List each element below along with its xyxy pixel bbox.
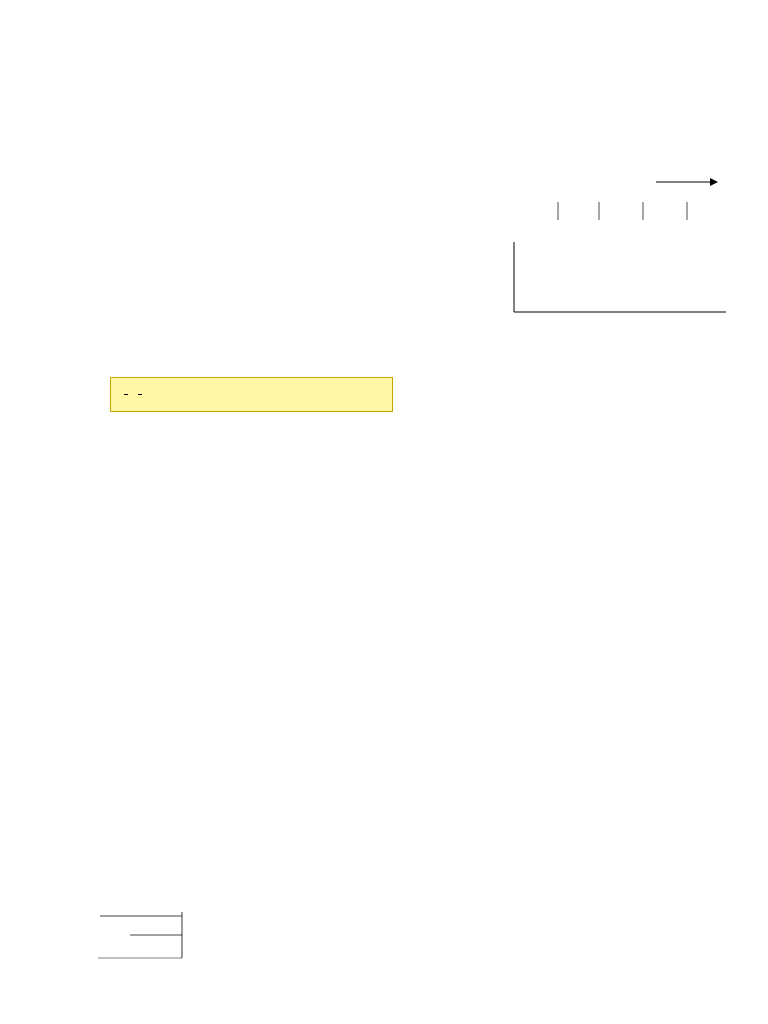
question-1-figure [64,902,188,962]
wave-speed-formula [110,377,393,412]
formula-num2 [138,394,142,395]
formula-fraction-2 [138,394,142,395]
formula-fraction-1 [124,394,128,395]
fig-arrow-head [710,178,718,186]
formula-num [124,394,128,395]
wave-figure [498,172,730,322]
